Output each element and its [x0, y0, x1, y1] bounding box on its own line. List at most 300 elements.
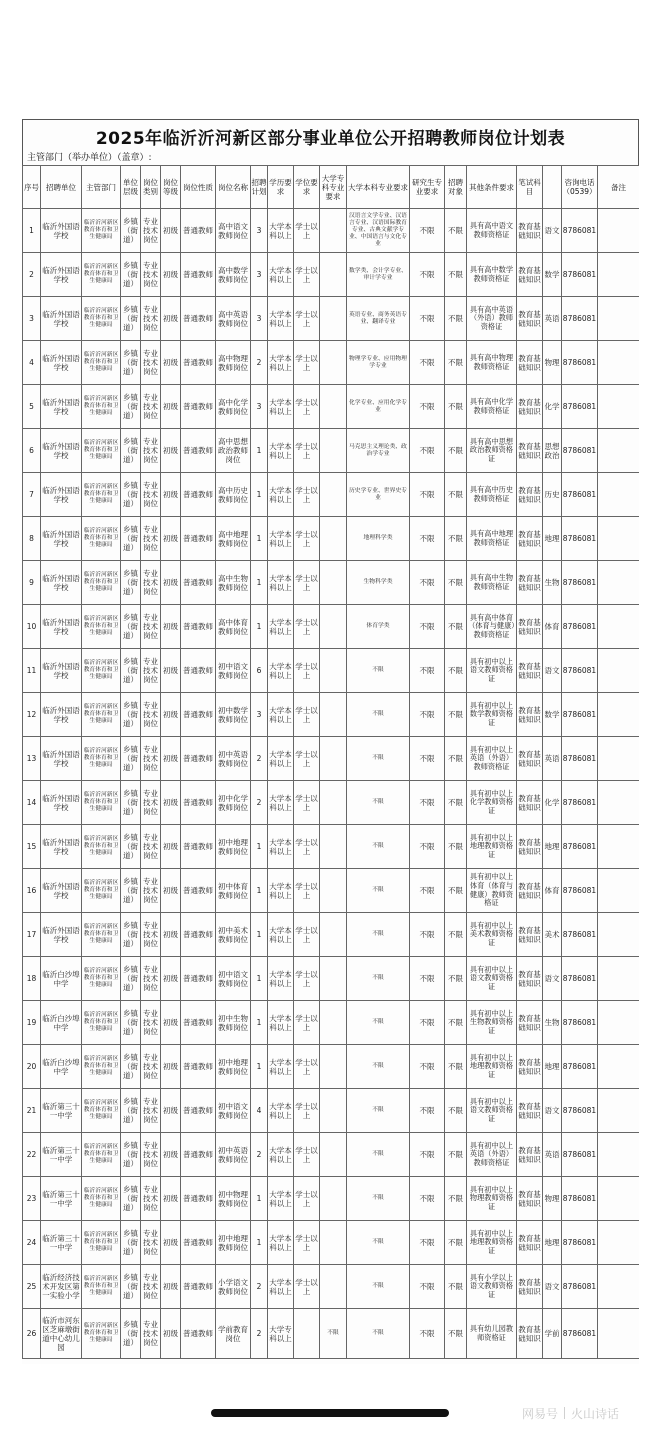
table-cell: 专业技术岗位	[141, 1177, 161, 1221]
table-cell: 不限	[445, 297, 467, 341]
table-cell: 临沂第三十一中学	[41, 1133, 82, 1177]
table-cell: 2	[251, 781, 268, 825]
table-cell: 专业技术岗位	[141, 297, 161, 341]
table-cell: 临沂沂河新区教育体育和卫生健康局	[82, 1089, 121, 1133]
table-cell: 8786081	[562, 473, 598, 517]
table-cell: 普通教师	[181, 1133, 216, 1177]
table-cell: 学士以上	[294, 1089, 320, 1133]
table-cell: 临沂外国语学校	[41, 209, 82, 253]
table-cell: 初中语文教师岗位	[216, 957, 251, 1001]
table-cell: 生物科学类	[347, 561, 410, 605]
table-cell: 乡镇（街道）	[121, 649, 141, 693]
table-cell: 具有初中以上物理教师资格证	[467, 1177, 517, 1221]
table-cell: 临沂沂河新区教育体育和卫生健康局	[82, 429, 121, 473]
table-cell: 大学本科以上	[268, 1177, 294, 1221]
document-title: 2025年临沂沂河新区部分事业单位公开招聘教师岗位计划表	[22, 119, 639, 152]
table-cell: 8786081	[562, 1089, 598, 1133]
table-cell: 不限	[347, 737, 410, 781]
table-cell: 不限	[347, 1265, 410, 1309]
table-cell: 2	[251, 737, 268, 781]
table-cell: 英语专业、商务英语专业、翻译专业	[347, 297, 410, 341]
table-cell: 初级	[161, 649, 181, 693]
table-cell: 临沂外国语学校	[41, 385, 82, 429]
table-cell: 学士以上	[294, 473, 320, 517]
table-cell: 学士以上	[294, 605, 320, 649]
table-row	[23, 913, 640, 957]
watermark-author: 火山诗话	[571, 1406, 620, 1421]
table-cell: 16	[23, 869, 41, 913]
table-cell: 大学本科以上	[268, 781, 294, 825]
table-cell: 11	[23, 649, 41, 693]
table-cell	[598, 1045, 640, 1089]
table-cell: 学士以上	[294, 781, 320, 825]
table-cell: 临沂沂河新区教育体育和卫生健康局	[82, 1221, 121, 1265]
header-cell: 单位层级	[121, 166, 141, 209]
table-cell: 地理	[543, 1045, 562, 1089]
table-cell: 不限	[445, 385, 467, 429]
table-cell: 不限	[410, 693, 445, 737]
table-cell: 不限	[445, 1221, 467, 1265]
table-cell: 高中体育教师岗位	[216, 605, 251, 649]
table-cell	[320, 913, 347, 957]
table-cell: 大学本科以上	[268, 297, 294, 341]
table-cell: 8786081	[562, 429, 598, 473]
table-row	[23, 297, 640, 341]
table-cell: 14	[23, 781, 41, 825]
table-cell	[320, 737, 347, 781]
table-row	[23, 209, 640, 253]
table-cell: 普通教师	[181, 429, 216, 473]
table-cell	[320, 1133, 347, 1177]
table-row	[23, 693, 640, 737]
table-cell: 教育基础知识	[517, 1045, 543, 1089]
table-cell: 乡镇（街道）	[121, 957, 141, 1001]
table-cell: 不限	[410, 473, 445, 517]
table-cell: 学士以上	[294, 1265, 320, 1309]
table-cell: 乡镇（街道）	[121, 1001, 141, 1045]
table-cell: 临沂外国语学校	[41, 561, 82, 605]
table-cell: 物理学专业、应用物理学专业	[347, 341, 410, 385]
table-cell: 学士以上	[294, 429, 320, 473]
table-cell: 8786081	[562, 1265, 598, 1309]
table-cell: 数学	[543, 253, 562, 297]
table-cell: 8786081	[562, 605, 598, 649]
table-cell: 英语	[543, 1133, 562, 1177]
table-cell: 具有初中以上语文教师资格证	[467, 1089, 517, 1133]
table-cell: 临沂沂河新区教育体育和卫生健康局	[82, 385, 121, 429]
table-cell: 不限	[445, 429, 467, 473]
table-header-row	[23, 166, 640, 209]
table-cell: 教育基础知识	[517, 649, 543, 693]
document-image	[22, 119, 639, 1364]
table-cell: 不限	[410, 517, 445, 561]
table-cell: 乡镇（街道）	[121, 517, 141, 561]
table-cell: 汉语言文学专业、汉语言专业、汉语国际教育专业、古典文献学专业、中国语言与文化专业	[347, 209, 410, 253]
table-cell: 临沂沂河新区教育体育和卫生健康局	[82, 341, 121, 385]
table-cell: 语文	[543, 1265, 562, 1309]
table-cell: 专业技术岗位	[141, 781, 161, 825]
table-cell: 专业技术岗位	[141, 693, 161, 737]
table-cell: 教育基础知识	[517, 1309, 543, 1359]
table-cell: 专业技术岗位	[141, 1001, 161, 1045]
table-cell: 乡镇（街道）	[121, 429, 141, 473]
table-cell	[598, 1001, 640, 1045]
table-cell: 初中语文教师岗位	[216, 649, 251, 693]
table-cell: 不限	[347, 781, 410, 825]
table-cell: 不限	[445, 1309, 467, 1359]
table-cell: 26	[23, 1309, 41, 1359]
table-cell: 数学	[543, 693, 562, 737]
table-cell: 乡镇（街道）	[121, 1265, 141, 1309]
table-cell: 3	[251, 209, 268, 253]
table-cell: 临沂外国语学校	[41, 253, 82, 297]
table-cell	[598, 1265, 640, 1309]
table-cell: 具有小学以上语文教师资格证	[467, 1265, 517, 1309]
table-cell: 高中语文教师岗位	[216, 209, 251, 253]
table-cell: 大学本科以上	[268, 649, 294, 693]
table-row	[23, 737, 640, 781]
table-cell: 化学	[543, 781, 562, 825]
table-cell: 具有高中英语（外语）教师资格证	[467, 297, 517, 341]
table-cell: 具有高中语文教师资格证	[467, 209, 517, 253]
table-cell: 初级	[161, 561, 181, 605]
table-cell: 高中数学教师岗位	[216, 253, 251, 297]
table-cell: 具有初中以上地理教师资格证	[467, 825, 517, 869]
table-cell: 临沂沂河新区教育体育和卫生健康局	[82, 209, 121, 253]
table-cell	[320, 1045, 347, 1089]
table-cell	[320, 781, 347, 825]
table-cell: 13	[23, 737, 41, 781]
table-cell: 临沂沂河新区教育体育和卫生健康局	[82, 561, 121, 605]
header-cell: 大学专科专业要求	[320, 166, 347, 209]
table-cell: 初级	[161, 1001, 181, 1045]
table-cell: 高中英语教师岗位	[216, 297, 251, 341]
table-cell: 大学专科以上	[268, 1309, 294, 1359]
table-cell: 初级	[161, 781, 181, 825]
table-cell: 具有幼儿园教师资格证	[467, 1309, 517, 1359]
header-cell: 学位要求	[294, 166, 320, 209]
table-cell: 8786081	[562, 869, 598, 913]
table-cell: 具有高中生物教师资格证	[467, 561, 517, 605]
table-cell: 学士以上	[294, 1001, 320, 1045]
table-cell	[320, 341, 347, 385]
header-cell: 岗位性质	[181, 166, 216, 209]
table-cell: 临沂沂河新区教育体育和卫生健康局	[82, 1265, 121, 1309]
table-cell: 1	[251, 825, 268, 869]
table-cell	[320, 1177, 347, 1221]
table-cell: 具有初中以上美术教师资格证	[467, 913, 517, 957]
table-cell: 不限	[410, 561, 445, 605]
table-cell: 不限	[347, 649, 410, 693]
table-cell: 初中语文教师岗位	[216, 1089, 251, 1133]
table-cell: 专业技术岗位	[141, 561, 161, 605]
table-cell: 初级	[161, 1133, 181, 1177]
table-cell	[320, 561, 347, 605]
table-cell: 语文	[543, 957, 562, 1001]
table-cell: 乡镇（街道）	[121, 1089, 141, 1133]
table-cell: 不限	[445, 253, 467, 297]
table-cell: 大学本科以上	[268, 737, 294, 781]
table-cell: 乡镇（街道）	[121, 913, 141, 957]
table-row	[23, 253, 640, 297]
table-cell: 不限	[410, 1177, 445, 1221]
table-cell: 1	[251, 517, 268, 561]
table-cell: 乡镇（街道）	[121, 561, 141, 605]
table-cell: 8786081	[562, 517, 598, 561]
table-cell: 乡镇（街道）	[121, 825, 141, 869]
table-cell: 物理	[543, 341, 562, 385]
table-cell: 教育基础知识	[517, 297, 543, 341]
table-cell: 大学本科以上	[268, 1265, 294, 1309]
table-cell: 初级	[161, 1309, 181, 1359]
table-cell: 8786081	[562, 737, 598, 781]
table-cell: 不限	[410, 1045, 445, 1089]
table-cell: 1	[251, 1045, 268, 1089]
table-cell: 大学本科以上	[268, 341, 294, 385]
table-row	[23, 473, 640, 517]
table-cell	[320, 1221, 347, 1265]
table-cell: 大学本科以上	[268, 1133, 294, 1177]
table-cell: 教育基础知识	[517, 957, 543, 1001]
table-cell: 大学本科以上	[268, 209, 294, 253]
table-cell	[320, 297, 347, 341]
table-cell: 普通教师	[181, 957, 216, 1001]
table-cell: 初级	[161, 209, 181, 253]
table-cell: 临沂沂河新区教育体育和卫生健康局	[82, 913, 121, 957]
table-cell: 临沂沂河新区教育体育和卫生健康局	[82, 869, 121, 913]
table-cell: 教育基础知识	[517, 781, 543, 825]
table-cell: 专业技术岗位	[141, 253, 161, 297]
table-cell	[598, 781, 640, 825]
table-cell: 教育基础知识	[517, 1177, 543, 1221]
table-cell: 不限	[347, 1177, 410, 1221]
table-cell: 地理	[543, 825, 562, 869]
table-cell: 学士以上	[294, 913, 320, 957]
table-cell: 不限	[445, 1045, 467, 1089]
table-cell: 初中美术教师岗位	[216, 913, 251, 957]
table-cell: 教育基础知识	[517, 605, 543, 649]
table-cell: 8786081	[562, 825, 598, 869]
table-cell: 数学类、会计学专业、审计学专业	[347, 253, 410, 297]
table-cell: 初中英语教师岗位	[216, 737, 251, 781]
table-cell: 8786081	[562, 781, 598, 825]
recruitment-table	[22, 165, 639, 1359]
table-cell: 普通教师	[181, 473, 216, 517]
table-cell: 乡镇（街道）	[121, 781, 141, 825]
table-cell: 1	[251, 913, 268, 957]
table-cell: 教育基础知识	[517, 825, 543, 869]
table-cell: 不限	[410, 1309, 445, 1359]
home-indicator-bar[interactable]	[211, 1409, 449, 1417]
table-cell: 具有初中以上英语（外语）教师资格证	[467, 1133, 517, 1177]
table-cell: 不限	[410, 737, 445, 781]
table-cell: 临沂沂河新区教育体育和卫生健康局	[82, 297, 121, 341]
table-cell: 普通教师	[181, 253, 216, 297]
table-cell: 地理	[543, 517, 562, 561]
table-cell: 1	[251, 869, 268, 913]
table-cell: 教育基础知识	[517, 385, 543, 429]
table-cell: 不限	[410, 605, 445, 649]
table-cell	[320, 473, 347, 517]
table-cell: 体育	[543, 605, 562, 649]
table-cell: 学士以上	[294, 1177, 320, 1221]
table-cell: 普通教师	[181, 825, 216, 869]
table-cell: 具有高中物理教师资格证	[467, 341, 517, 385]
table-cell: 学士以上	[294, 209, 320, 253]
table-cell: 2	[251, 1265, 268, 1309]
table-cell: 教育基础知识	[517, 341, 543, 385]
table-cell: 乡镇（街道）	[121, 1221, 141, 1265]
table-cell: 不限	[410, 649, 445, 693]
table-cell: 3	[251, 253, 268, 297]
table-cell: 乡镇（街道）	[121, 605, 141, 649]
table-cell: 8786081	[562, 649, 598, 693]
watermark-divider	[564, 1407, 565, 1419]
table-cell: 学士以上	[294, 561, 320, 605]
table-cell: 临沂沂河新区教育体育和卫生健康局	[82, 781, 121, 825]
table-cell: 专业技术岗位	[141, 1265, 161, 1309]
table-cell: 初级	[161, 737, 181, 781]
table-cell: 9	[23, 561, 41, 605]
table-cell: 初级	[161, 605, 181, 649]
table-cell: 不限	[445, 1177, 467, 1221]
table-cell: 8786081	[562, 913, 598, 957]
table-cell: 物理	[543, 1177, 562, 1221]
table-cell	[598, 1221, 640, 1265]
table-cell: 临沂沂河新区教育体育和卫生健康局	[82, 517, 121, 561]
header-cell: 笔试科目	[517, 166, 543, 209]
table-cell: 专业技术岗位	[141, 341, 161, 385]
table-row	[23, 605, 640, 649]
table-cell: 8786081	[562, 209, 598, 253]
table-cell: 大学本科以上	[268, 1045, 294, 1089]
table-cell: 临沂市河东区芝麻墩街道中心幼儿园	[41, 1309, 82, 1359]
table-cell	[320, 253, 347, 297]
table-cell	[320, 649, 347, 693]
table-cell: 不限	[445, 869, 467, 913]
table-cell: 学士以上	[294, 869, 320, 913]
table-cell: 不限	[410, 253, 445, 297]
table-cell	[320, 1265, 347, 1309]
table-cell: 具有高中历史教师资格证	[467, 473, 517, 517]
table-cell: 初中地理教师岗位	[216, 1045, 251, 1089]
table-row	[23, 1045, 640, 1089]
table-cell: 专业技术岗位	[141, 1045, 161, 1089]
table-cell: 教育基础知识	[517, 517, 543, 561]
table-cell: 专业技术岗位	[141, 1309, 161, 1359]
header-cell: 岗位类别	[141, 166, 161, 209]
table-cell: 4	[251, 1089, 268, 1133]
table-cell: 不限	[410, 825, 445, 869]
table-cell	[598, 693, 640, 737]
table-cell: 初级	[161, 517, 181, 561]
table-cell: 教育基础知识	[517, 561, 543, 605]
table-cell: 临沂沂河新区教育体育和卫生健康局	[82, 825, 121, 869]
table-cell: 不限	[320, 1309, 347, 1359]
table-cell: 专业技术岗位	[141, 957, 161, 1001]
table-cell: 大学本科以上	[268, 825, 294, 869]
table-row	[23, 1001, 640, 1045]
table-cell: 初中地理教师岗位	[216, 1221, 251, 1265]
table-cell: 大学本科以上	[268, 913, 294, 957]
table-cell: 不限	[445, 1265, 467, 1309]
table-cell: 不限	[410, 869, 445, 913]
table-cell: 不限	[347, 1001, 410, 1045]
table-cell: 2	[251, 1309, 268, 1359]
header-cell: 岗位等级	[161, 166, 181, 209]
table-cell: 初级	[161, 693, 181, 737]
table-cell: 不限	[445, 605, 467, 649]
table-cell	[598, 605, 640, 649]
table-cell: 不限	[445, 341, 467, 385]
table-cell: 具有初中以上化学教师资格证	[467, 781, 517, 825]
table-cell: 普通教师	[181, 561, 216, 605]
table-cell: 高中思想政治教师岗位	[216, 429, 251, 473]
table-cell: 普通教师	[181, 605, 216, 649]
table-cell: 不限	[410, 781, 445, 825]
table-cell: 大学本科以上	[268, 561, 294, 605]
table-cell: 教育基础知识	[517, 209, 543, 253]
table-cell: 临沂外国语学校	[41, 473, 82, 517]
table-cell: 专业技术岗位	[141, 869, 161, 913]
table-cell: 8786081	[562, 297, 598, 341]
table-cell: 化学	[543, 385, 562, 429]
table-cell: 1	[251, 473, 268, 517]
table-cell	[598, 561, 640, 605]
table-cell: 专业技术岗位	[141, 429, 161, 473]
table-cell: 普通教师	[181, 1001, 216, 1045]
table-cell: 具有初中以上地理教师资格证	[467, 1045, 517, 1089]
table-cell: 不限	[410, 297, 445, 341]
table-cell: 具有初中以上语文教师资格证	[467, 957, 517, 1001]
table-cell: 初中物理教师岗位	[216, 1177, 251, 1221]
table-cell	[320, 209, 347, 253]
table-cell	[598, 913, 640, 957]
table-cell: 普通教师	[181, 1221, 216, 1265]
header-cell: 招聘计划	[251, 166, 268, 209]
table-cell: 不限	[410, 1265, 445, 1309]
table-cell: 化学专业、应用化学专业	[347, 385, 410, 429]
table-cell: 初级	[161, 1045, 181, 1089]
table-cell: 历史	[543, 473, 562, 517]
table-cell: 学士以上	[294, 385, 320, 429]
table-cell: 不限	[410, 429, 445, 473]
table-cell: 临沂沂河新区教育体育和卫生健康局	[82, 1309, 121, 1359]
table-cell: 不限	[410, 341, 445, 385]
table-cell: 学士以上	[294, 517, 320, 561]
table-cell: 8786081	[562, 385, 598, 429]
table-cell: 5	[23, 385, 41, 429]
table-cell: 2	[251, 341, 268, 385]
table-cell: 专业技术岗位	[141, 1221, 161, 1265]
table-cell	[598, 649, 640, 693]
table-cell	[598, 429, 640, 473]
table-cell: 临沂沂河新区教育体育和卫生健康局	[82, 253, 121, 297]
table-cell: 21	[23, 1089, 41, 1133]
table-cell	[598, 209, 640, 253]
table-cell: 17	[23, 913, 41, 957]
table-cell: 乡镇（街道）	[121, 737, 141, 781]
table-cell: 乡镇（街道）	[121, 297, 141, 341]
table-cell: 马克思主义理论类、政治学专业	[347, 429, 410, 473]
table-cell: 不限	[347, 1045, 410, 1089]
table-row	[23, 869, 640, 913]
table-cell: 专业技术岗位	[141, 1133, 161, 1177]
table-cell: 初级	[161, 869, 181, 913]
table-cell: 大学本科以上	[268, 1001, 294, 1045]
table-cell: 专业技术岗位	[141, 605, 161, 649]
table-row	[23, 1089, 640, 1133]
